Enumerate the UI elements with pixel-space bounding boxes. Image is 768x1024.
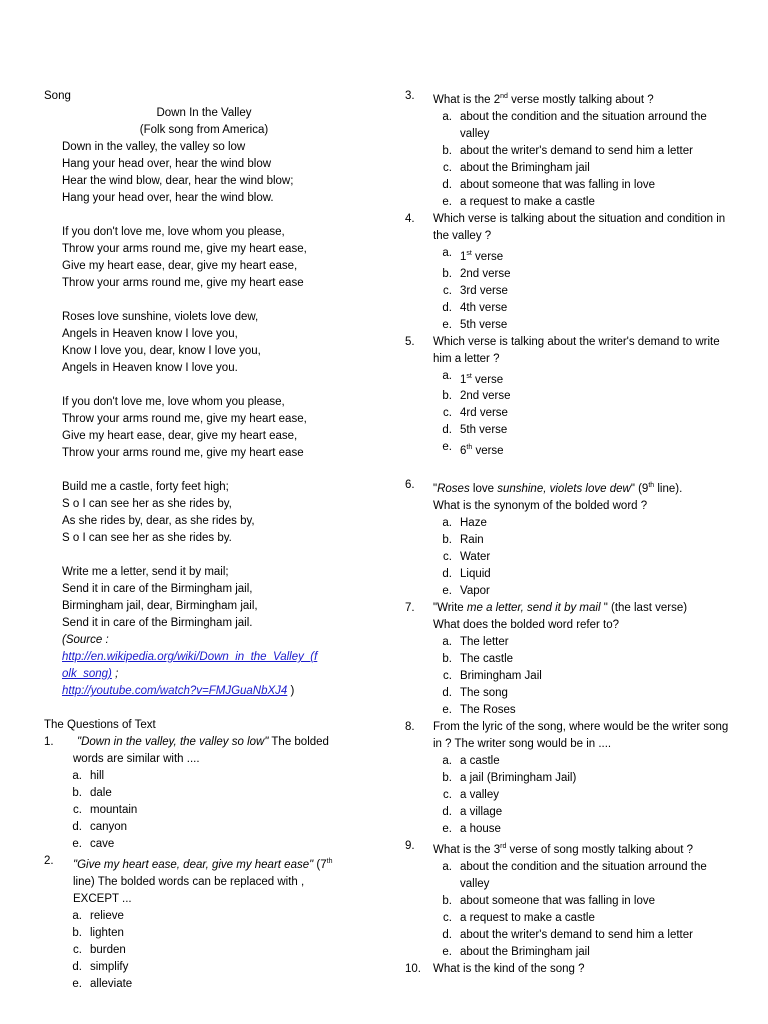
question-number: 1. — [44, 736, 54, 748]
lyric-line: Hang your head over, hear the wind blow — [62, 158, 272, 170]
option-letter: a. — [442, 755, 452, 768]
option[interactable] — [405, 109, 730, 143]
option-text: Brimingham Jail — [460, 670, 542, 683]
option[interactable] — [405, 702, 730, 719]
option-text: Haze — [460, 517, 487, 530]
lyric-line: Angels in Heaven know I love you. — [62, 362, 238, 374]
option-letter: d. — [442, 568, 452, 581]
question-text: What does the bolded word refer to? — [433, 619, 620, 632]
question-number: 5. — [405, 335, 415, 348]
question-text: line). — [654, 483, 683, 496]
options-list — [405, 859, 730, 961]
source-label: (Source : — [62, 634, 109, 646]
option-text: burden — [90, 943, 126, 956]
lyric-line: Hear the wind blow, dear, hear the wind blow; — [62, 175, 294, 187]
option[interactable] — [405, 668, 730, 685]
question-number: 7. — [405, 602, 415, 615]
option-text: alleviate — [90, 977, 133, 990]
song-title: Down In the Valley — [156, 107, 252, 119]
lyric-line: Send it in care of the Birmingham jail. — [62, 617, 253, 629]
question-3 — [405, 88, 730, 211]
lyric-line: S o I can see her as she rides by. — [62, 532, 232, 544]
option-letter: e. — [442, 945, 452, 958]
superscript: st — [466, 249, 472, 257]
option-letter: d. — [442, 687, 452, 700]
option-text: verse — [471, 250, 504, 263]
option[interactable] — [44, 942, 364, 959]
question-text: " (9 — [630, 483, 649, 496]
song-subtitle: (Folk song from America) — [139, 124, 269, 136]
question-1 — [44, 734, 364, 853]
question-text: What is the kind of the song ? — [433, 962, 585, 975]
option[interactable] — [405, 439, 730, 460]
question-10 — [405, 961, 730, 978]
option-text: 5th verse — [460, 424, 508, 437]
option-letter: a. — [442, 860, 452, 873]
source-separator: ; — [111, 668, 119, 680]
lyric-line: Down in the valley, the valley so low — [62, 141, 246, 153]
option[interactable] — [405, 685, 730, 702]
option[interactable] — [405, 300, 730, 317]
option[interactable] — [405, 893, 730, 910]
options-list — [405, 245, 730, 334]
option[interactable] — [405, 583, 730, 600]
question-quote: Roses — [437, 483, 470, 496]
option-text: about the writer's demand to send him a letter — [460, 144, 693, 157]
superscript: th — [648, 482, 655, 490]
option-letter: b. — [442, 772, 452, 785]
option-letter: e. — [72, 838, 82, 850]
option-letter: a. — [442, 369, 452, 382]
lyric-line: Roses love sunshine, violets love dew, — [62, 311, 259, 323]
option-letter: c. — [73, 943, 82, 956]
options-list — [405, 753, 730, 838]
option-text: about the condition and the situation arround the valley — [460, 860, 707, 890]
superscript: th — [326, 858, 333, 865]
lyric-line: Hang your head over, hear the wind blow. — [62, 192, 274, 204]
option-letter: e. — [442, 585, 452, 598]
option-text: 4th verse — [460, 301, 508, 314]
option-letter: c. — [443, 670, 452, 683]
option-letter: b. — [442, 390, 452, 403]
option-letter: a. — [442, 636, 452, 649]
option-text: The castle — [460, 653, 514, 666]
option-letter: a. — [442, 110, 452, 123]
question-text: verse of song mostly talking about ? — [506, 843, 694, 856]
lyric-line: Angels in Heaven know I love you, — [62, 328, 238, 340]
option-text: about the Brimingham jail — [460, 161, 590, 174]
option[interactable] — [405, 927, 730, 944]
question-7 — [405, 600, 730, 719]
option-text: simplify — [90, 960, 129, 973]
option-text: The song — [460, 687, 508, 700]
question-text: (7 — [313, 858, 327, 871]
questions-column — [405, 88, 730, 978]
superscript: th — [466, 444, 473, 452]
lyric-line: Throw your arms round me, give my heart ease, — [62, 243, 307, 255]
lyric-line: Write me a letter, send it by mail; — [62, 566, 229, 578]
option-letter: b. — [442, 894, 452, 907]
question-6 — [405, 477, 730, 600]
option[interactable] — [44, 836, 364, 853]
option[interactable] — [405, 787, 730, 804]
option-text: dale — [90, 787, 112, 799]
option[interactable] — [405, 177, 730, 194]
option-text: The letter — [460, 636, 509, 649]
option[interactable] — [405, 405, 730, 422]
option-text: a house — [460, 823, 501, 836]
option-letter: c. — [443, 284, 452, 297]
lyric-line: Build me a castle, forty feet high; — [62, 481, 229, 493]
lyric-line: Give my heart ease, dear, give my heart ease, — [62, 260, 298, 272]
question-text: From the lyric of the song, where would be the writer song in ? The writer song would be in .... — [433, 721, 729, 751]
option-text: 2nd verse — [460, 267, 511, 280]
question-4 — [405, 211, 730, 334]
option-text: about the Brimingham jail — [460, 945, 590, 958]
option-letter: a. — [442, 517, 452, 530]
option[interactable] — [44, 925, 364, 942]
lyric-line: If you don't love me, love whom you please, — [62, 396, 285, 408]
options-list — [44, 768, 364, 853]
option-text: about someone that was falling in love — [460, 178, 655, 191]
option-letter: e. — [442, 195, 452, 208]
option-text: The Roses — [460, 704, 516, 717]
question-text: " (the last verse) — [600, 602, 688, 615]
question-number: 8. — [405, 721, 415, 734]
lyric-line: Throw your arms round me, give my heart ease, — [62, 413, 307, 425]
option-text: lighten — [90, 926, 124, 939]
option-text: 1 — [460, 250, 467, 263]
option[interactable] — [405, 651, 730, 668]
option[interactable] — [405, 753, 730, 770]
question-text: line) The bolded words can be replaced with , — [73, 875, 305, 888]
lyric-line: Know I love you, dear, know I love you, — [62, 345, 261, 357]
option-text: 2nd verse — [460, 390, 511, 403]
option[interactable] — [405, 532, 730, 549]
question-8 — [405, 719, 730, 838]
option[interactable] — [405, 770, 730, 787]
question-text: Which verse is talking about the writer's demand to write him a letter ? — [433, 335, 720, 365]
option[interactable] — [405, 859, 730, 893]
option-text: verse — [472, 445, 504, 458]
option[interactable] — [44, 785, 364, 802]
option-text: a jail (Brimingham Jail) — [460, 772, 577, 785]
option-letter: c. — [443, 407, 452, 420]
option[interactable] — [405, 143, 730, 160]
option-text: 3rd verse — [460, 284, 508, 297]
question-text: Which verse is talking about the situation and condition in the valley ? — [433, 212, 726, 242]
question-text: What is the 3 — [433, 843, 501, 856]
question-number: 3. — [405, 90, 415, 102]
option-letter: c. — [443, 789, 452, 802]
wikipedia-link[interactable]: http://en.wikipedia.org/wiki/Down_in_the_Valley_(f — [62, 651, 318, 663]
option-letter: d. — [442, 424, 452, 437]
option-letter: e. — [72, 977, 82, 990]
lyric-line: Throw your arms round me, give my heart ease — [62, 277, 304, 289]
question-text: What is the 2 — [433, 93, 501, 106]
option-text: 6 — [460, 445, 467, 458]
option-letter: a. — [72, 909, 82, 922]
youtube-link[interactable]: http://youtube.com/watch?v=FMJGuaNbXJ4 — [62, 685, 288, 697]
option-letter: e. — [442, 318, 452, 331]
questions-heading: The Questions of Text — [44, 719, 156, 731]
option-text: cave — [90, 838, 115, 850]
option-letter: d. — [442, 301, 452, 314]
option[interactable] — [405, 910, 730, 927]
option-text: a valley — [460, 789, 499, 802]
option[interactable] — [405, 634, 730, 651]
option-letter: b. — [442, 267, 452, 280]
option-text: 1 — [460, 373, 467, 386]
option[interactable] — [405, 804, 730, 821]
question-text: " — [433, 483, 438, 496]
question-quote: sunshine, violets love dew — [494, 483, 631, 496]
option[interactable] — [44, 802, 364, 819]
option[interactable] — [44, 768, 364, 785]
option[interactable] — [405, 549, 730, 566]
question-quote: "Give my heart ease, dear, give my heart ease" — [73, 858, 314, 871]
option-letter: d. — [72, 960, 82, 973]
option-text: a request to make a castle — [460, 195, 595, 208]
option[interactable] — [405, 388, 730, 405]
option[interactable] — [405, 422, 730, 439]
option-letter: b. — [72, 926, 82, 939]
option-text: a castle — [460, 755, 500, 768]
option-text: 5th verse — [460, 318, 508, 331]
superscript: rd — [500, 843, 507, 851]
question-text: The bolded — [268, 736, 329, 748]
option[interactable] — [405, 317, 730, 334]
option-text: canyon — [90, 821, 128, 833]
option-text: a village — [460, 806, 503, 819]
option[interactable] — [44, 908, 364, 925]
question-5 — [405, 334, 730, 461]
option-letter: c. — [443, 551, 452, 564]
option[interactable] — [405, 566, 730, 583]
options-list — [405, 515, 730, 600]
option[interactable] — [405, 194, 730, 211]
option[interactable] — [405, 283, 730, 300]
question-number: 6. — [405, 479, 415, 492]
song-label: Song — [44, 90, 71, 102]
superscript: nd — [500, 93, 508, 100]
bolded-word: love — [469, 483, 494, 496]
options-list — [405, 109, 730, 211]
lyric-line: Throw your arms round me, give my heart ease — [62, 447, 304, 459]
question-number: 10. — [405, 962, 421, 975]
question-number: 2. — [44, 855, 54, 867]
lyric-line: If you don't love me, love whom you please, — [62, 226, 285, 238]
wikipedia-link-cont[interactable]: olk_song) — [62, 668, 112, 680]
option-letter: d. — [72, 821, 82, 833]
option[interactable] — [405, 821, 730, 838]
source-note — [62, 632, 364, 649]
option-text: mountain — [90, 804, 138, 816]
option-text: Rain — [460, 534, 484, 547]
option-letter: b. — [442, 144, 452, 157]
option[interactable] — [405, 368, 730, 389]
option[interactable] — [44, 819, 364, 836]
question-number: 4. — [405, 212, 415, 225]
lyric-line: Send it in care of the Birmingham jail, — [62, 583, 253, 595]
options-list — [405, 634, 730, 719]
question-text: verse mostly talking about ? — [507, 93, 654, 106]
source-close: ) — [287, 685, 295, 697]
question-number: 9. — [405, 840, 415, 853]
option-text: about someone that was falling in love — [460, 894, 655, 907]
option-letter: a. — [442, 246, 452, 259]
option-letter: b. — [442, 534, 452, 547]
option[interactable] — [405, 160, 730, 177]
options-list — [44, 908, 364, 993]
option-text: a request to make a castle — [460, 911, 595, 924]
option-letter: c. — [443, 161, 452, 174]
option-letter: e. — [442, 823, 452, 836]
song-column — [44, 88, 364, 993]
question-text: What is the synonym of the bolded word ? — [433, 500, 648, 513]
question-9 — [405, 838, 730, 961]
option-letter: d. — [442, 928, 452, 941]
options-list — [405, 368, 730, 461]
option-letter: a. — [72, 770, 82, 782]
option-letter: d. — [442, 806, 452, 819]
superscript: st — [466, 372, 472, 380]
lyric-line: Give my heart ease, dear, give my heart ease, — [62, 430, 298, 442]
option-text: relieve — [90, 909, 124, 922]
option-letter: c. — [73, 804, 82, 816]
option-letter: d. — [442, 178, 452, 191]
song-lyrics — [44, 139, 364, 700]
option-letter: e. — [442, 704, 452, 717]
option[interactable] — [405, 515, 730, 532]
question-2 — [44, 853, 364, 993]
option-text: about the condition and the situation arround the valley — [460, 110, 707, 140]
option[interactable] — [405, 245, 730, 266]
question-text: EXCEPT ... — [73, 892, 132, 905]
option-text: hill — [90, 770, 105, 782]
option[interactable] — [405, 266, 730, 283]
lyric-line: Birmingham jail, dear, Birmingham jail, — [62, 600, 258, 612]
option[interactable] — [44, 959, 364, 976]
option[interactable] — [44, 976, 364, 993]
option[interactable] — [405, 944, 730, 961]
option-text: about the writer's demand to send him a letter — [460, 928, 693, 941]
option-text: Water — [460, 551, 491, 564]
option-letter: e. — [442, 441, 452, 454]
option-text: 4rd verse — [460, 407, 508, 420]
question-quote: "Down in the valley, the valley so low" — [77, 736, 269, 748]
question-quote: me a letter, send it by mail — [463, 602, 601, 615]
option-text: Liquid — [460, 568, 491, 581]
option-letter: b. — [442, 653, 452, 666]
lyric-line: S o I can see her as she rides by, — [62, 498, 232, 510]
option-letter: b. — [72, 787, 82, 799]
option-text: Vapor — [460, 585, 490, 598]
lyric-line: As she rides by, dear, as she rides by, — [62, 515, 255, 527]
bolded-word: "Write — [433, 602, 464, 615]
option-text: verse — [471, 373, 504, 386]
option-letter: c. — [443, 911, 452, 924]
question-text: words are similar with .... — [73, 753, 200, 765]
